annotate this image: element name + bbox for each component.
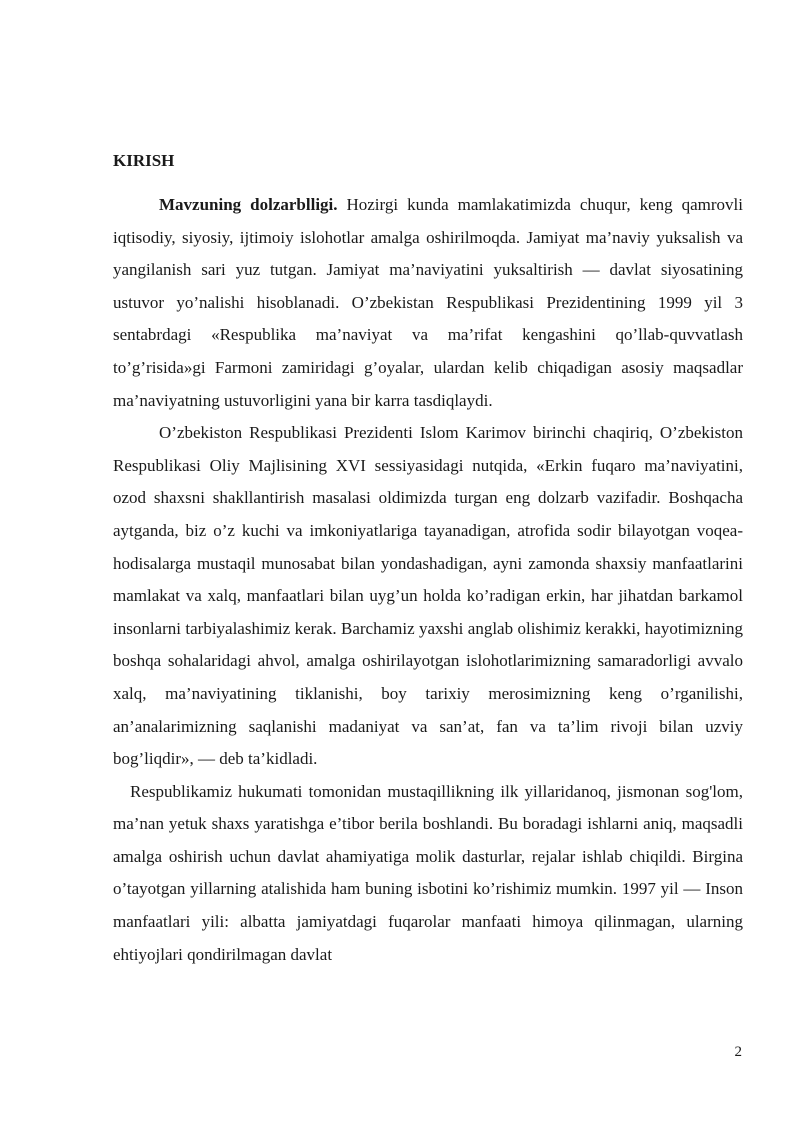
paragraph-text: Hozirgi kunda mamlakatimizda chuqur, keng qamrovli iqtisodiy, siyosiy, ijtimoiy islohotlar amalga oshirilmoqda. Jamiyat ma’naviy yuksalish va yangilanish sari yuz tutgan. Jamiyat ma’naviyatini yuksaltirish — davlat siyosatining ustuvor yo’nalishi hisoblanadi. O’zbekistan Respublikasi Prezidentining 1999 yil 3 sentabrdagi «Respublika ma’naviyat va ma’rifat kengashini qo’llab-quvvatlash to’g’risida»gi Farmoni zamiridagi g’oyalar, ulardan kelib chiqadigan asosiy maqsadlar ma’naviyatning ustuvorligini yana bir karra tasdiqlaydi.	[113, 195, 743, 410]
section-heading: KIRISH	[113, 151, 175, 170]
body-text	[113, 189, 743, 971]
paragraph-government: Respublikamiz hukumati tomonidan mustaqillikning ilk yillaridanoq, jismonan sog'lom, ma’nan yetuk shaxs yaratishga e’tibor berila boshlandi. Bu boradagi ishlarni aniq, maqsadli amalga oshirish uchun davlat ahamiyatiga molik dasturlar, rejalar ishlab chiqildi. Birgina o’tayotgan yillarning atalishida ham buning isbotini ko’rishimiz mumkin. 1997 yil — Inson manfaatlari yili: albatta jamiyatdagi fuqarolar manfaati himoya qilinmagan, ularning ehtiyojlari qondirilmagan davlat	[113, 781, 743, 964]
paragraph-relevance	[113, 189, 743, 417]
page-number: 2	[734, 1044, 742, 1060]
paragraph-president-quote: O’zbekiston Respublikasi Prezidenti Islom Karimov birinchi chaqiriq, O’zbekiston Respublikasi Oliy Majlisining XVI sessiyasidagi nutqida, «Erkin fuqaro ma’naviyatini, ozod shaxsni shakllantirish masalasi oldimizda turgan eng dolzarb vazifadir. Boshqacha aytganda, biz o’z kuchi va imkoniyatlariga tayanadigan, atrofida sodir bilayotgan voqea-hodisalarga mustaqil munosabat bilan yondashadigan, ayni zamonda shaxsiy manfaatlarini mamlakat va xalq, manfaatlari bilan uyg’un holda ko’radigan erkin, har jihatdan barkamol insonlarni tarbiyalashimiz kerak. Barchamiz yaxshi anglab olishimiz kerakki, hayotimizning boshqa sohalaridagi ahvol, amalga oshirilayotgan islohotlarimizning samaradorligi avvalo xalq, ma’naviyatining tiklanishi, boy tarixiy merosimizning keng o’rganilishi, an’analarimizning saqlanishi madaniyat va san’at, fan va ta’lim rivoji bilan uzviy bog’liqdir», — deb ta’kidladi.	[113, 423, 743, 769]
paragraph-lead: Mavzuning dolzarblligi.	[159, 195, 338, 214]
